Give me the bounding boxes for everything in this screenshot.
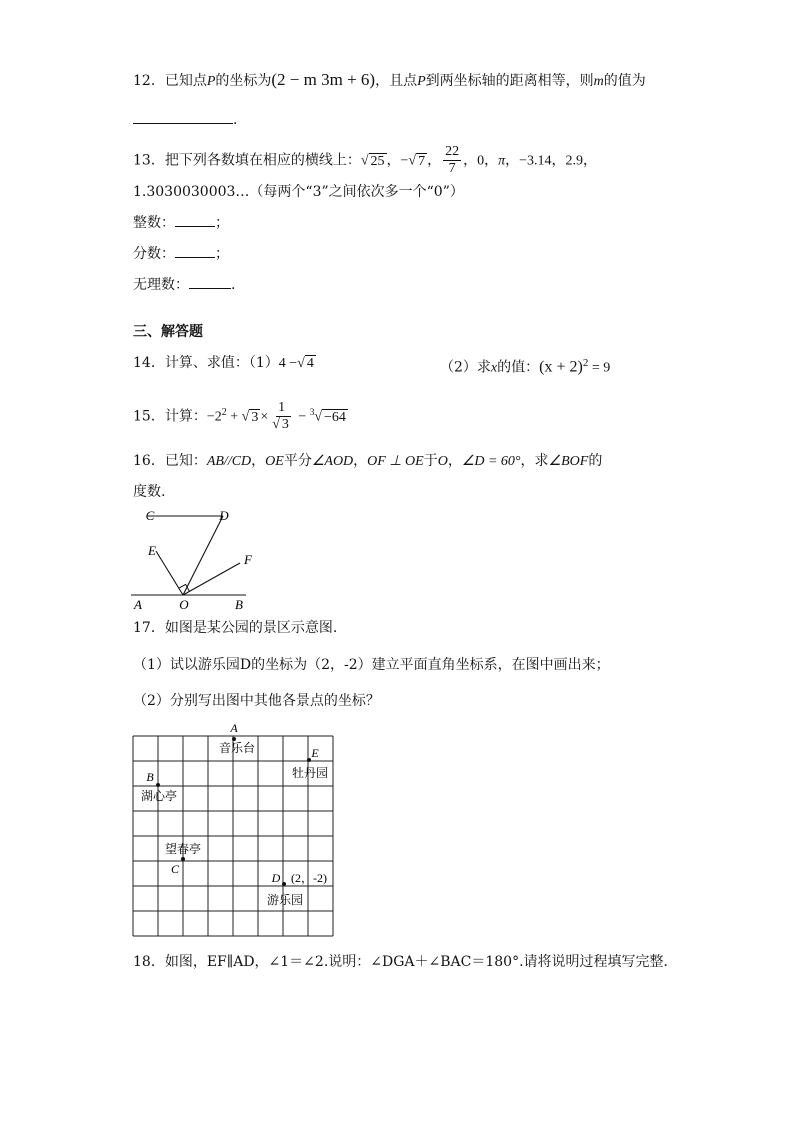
point-c xyxy=(181,857,185,861)
label-e: E xyxy=(311,746,319,760)
q13-line1: 13．把下列各数填在相应的横线上：√ 25 ，−√ 7 ， $\frac{22}{7}$ ，0，π，−3.14，2.9， xyxy=(133,144,598,176)
label-amusement-park: 游乐园 xyxy=(266,893,304,907)
q12-coordinate: (2 − m 3m + 6) xyxy=(271,70,376,89)
label-a: A xyxy=(230,721,238,735)
q13-irrationals: 无理数： . xyxy=(133,277,236,293)
label-f: F xyxy=(244,552,252,567)
label-lake-pavilion: 湖心亭 xyxy=(140,789,178,803)
fraction-22-7: $\frac{22}{7}$ xyxy=(445,144,460,176)
q16-line2: 度数. xyxy=(133,484,166,500)
fraction-1-sqrt3: $\frac{1}{√ 3}$ xyxy=(272,400,289,433)
label-spring-pavilion: 望春亭 xyxy=(164,842,202,856)
label-b: B xyxy=(235,597,243,612)
integers-blank[interactable] xyxy=(175,226,215,227)
q18-line: 18．如图，EF∥AD，∠1＝∠2.说明：∠DGA＋∠BAC＝180°.请将说明过程填写完整． xyxy=(133,954,678,970)
point-e xyxy=(307,758,311,762)
label-e: E xyxy=(148,543,156,558)
label-d-coordinate: (2，-2) xyxy=(291,871,327,885)
q12-answer-line: . xyxy=(133,110,237,130)
q13-fractions: 分数： ； xyxy=(133,246,229,262)
angle-diagram xyxy=(128,505,263,615)
label-d: D xyxy=(271,871,281,885)
label-a: A xyxy=(134,597,142,612)
q14-part2: （2）求x的值：$(x + 2)^2 = 9$ xyxy=(440,357,611,376)
q17-part1: （1）试以游乐园D的坐标为（2，-2）建立平面直角坐标系，在图中画出来； xyxy=(133,657,610,673)
q12-line1: 12．已知点P的坐标为(2 − m 3m + 6)，且点P到两坐标轴的距离相等，则m的值为 xyxy=(133,70,646,89)
irrationals-blank[interactable] xyxy=(189,288,231,289)
q14-part1: 14．计算、求值：（1）4 −√ 4 xyxy=(133,355,314,371)
label-d: D xyxy=(219,508,229,523)
park-map-grid xyxy=(127,718,339,940)
label-c: C xyxy=(145,508,155,523)
point-b xyxy=(156,783,160,787)
q15-line: 15．计算：$-2^2$ + √ 3 × $\frac{1}{√ 3}$ − $^3$√ −64 xyxy=(133,400,346,433)
q13-line2: 1.3030030003…（每两个“3”之间依次多一个“0”） xyxy=(133,184,464,200)
section-title: 三、解答题 xyxy=(133,324,203,340)
q17-part2: （2）分别写出图中其他各景点的坐标？ xyxy=(133,693,380,709)
label-b: B xyxy=(146,770,154,784)
label-peony-garden: 牡丹园 xyxy=(291,766,329,780)
label-o: O xyxy=(179,597,189,612)
q17-line1: 17．如图是某公园的景区示意图. xyxy=(133,620,338,636)
point-d xyxy=(282,882,286,886)
q13-integers: 整数： ； xyxy=(133,215,229,231)
q12-blank[interactable] xyxy=(133,123,233,124)
label-c: C xyxy=(170,862,180,876)
label-music-stage: 音乐台 xyxy=(218,741,256,755)
fractions-blank[interactable] xyxy=(175,257,215,258)
q16-line1: 16．已知：AB//CD，OE平分∠AOD，OF ⊥ OE于O，∠D = 60°，求∠BOF的 xyxy=(133,453,603,469)
